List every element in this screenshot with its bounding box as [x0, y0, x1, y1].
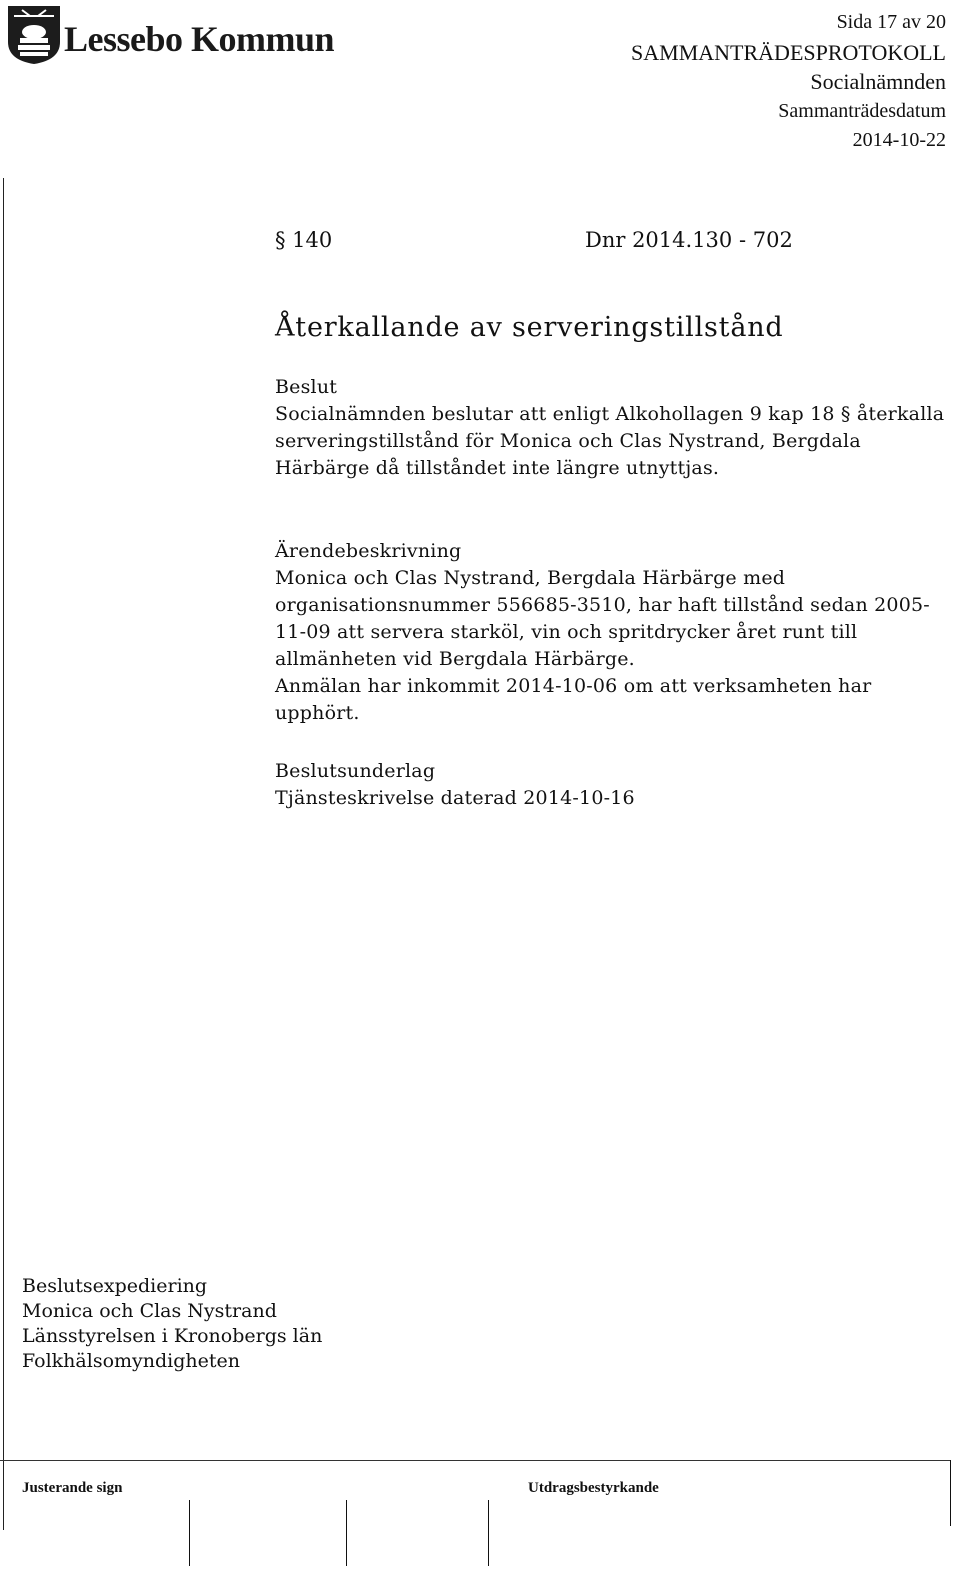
municipality-name: Lessebo Kommun: [64, 19, 335, 59]
signature-box-divider: [346, 1500, 347, 1566]
description-text: Monica och Clas Nystrand, Bergdala Härbärge med organisationsnummer 556685-3510, har haft tillstånd sedan 2005-11-09 att servera starköl, vin och spritdrycker året runt till allmänheten vid Bergdala Härbärge.: [275, 567, 930, 670]
page-number: Sida 17 av 20: [836, 11, 946, 33]
signature-box-divider: [189, 1500, 190, 1566]
footer-right-border: [950, 1460, 951, 1526]
distribution-recipient: Monica och Clas Nystrand: [22, 1300, 277, 1322]
distribution-section: [22, 1274, 322, 1374]
distribution-recipient: Folkhälsomyndigheten: [22, 1350, 240, 1372]
certification-label: Utdragsbestyrkande: [528, 1480, 659, 1496]
signature-box-divider: [488, 1500, 489, 1566]
beehive-crest-icon: [4, 2, 64, 66]
distribution-recipient: Länsstyrelsen i Kronobergs län: [22, 1325, 323, 1347]
basis-heading: Beslutsunderlag: [275, 760, 436, 782]
decision-heading: Beslut: [275, 376, 338, 398]
item-title: Återkallande av serveringstillstånd: [275, 312, 784, 343]
signing-label: Justerande sign: [22, 1480, 123, 1496]
decision-text: Socialnämnden beslutar att enligt Alkohollagen 9 kap 18 § återkalla serveringstillstånd för Monica och Clas Nystrand, Bergdala Härbärge då tillståndet inte längre utnyttjas.: [275, 403, 945, 479]
description-heading: Ärendebeskrivning: [275, 540, 462, 562]
case-number: Dnr 2014.130 - 702: [585, 228, 793, 252]
meeting-date-label: Sammanträdesdatum: [778, 99, 946, 122]
basis-text: Tjänsteskrivelse daterad 2014-10-16: [275, 787, 635, 809]
meeting-date: 2014-10-22: [852, 129, 946, 151]
footer-divider: [0, 1460, 951, 1461]
margin-rule: [3, 178, 4, 1530]
distribution-heading: Beslutsexpediering: [22, 1275, 208, 1297]
committee-name: Socialnämnden: [810, 69, 946, 94]
description-text-notice: Anmälan har inkommit 2014-10-06 om att verksamheten har upphört.: [275, 675, 872, 724]
paragraph-number: § 140: [275, 228, 333, 252]
description-section: [275, 538, 945, 727]
document-header: [631, 8, 946, 156]
protocol-title: SAMMANTRÄDESPROTOKOLL: [631, 39, 946, 65]
basis-section: [275, 758, 945, 812]
decision-section: [275, 374, 945, 482]
